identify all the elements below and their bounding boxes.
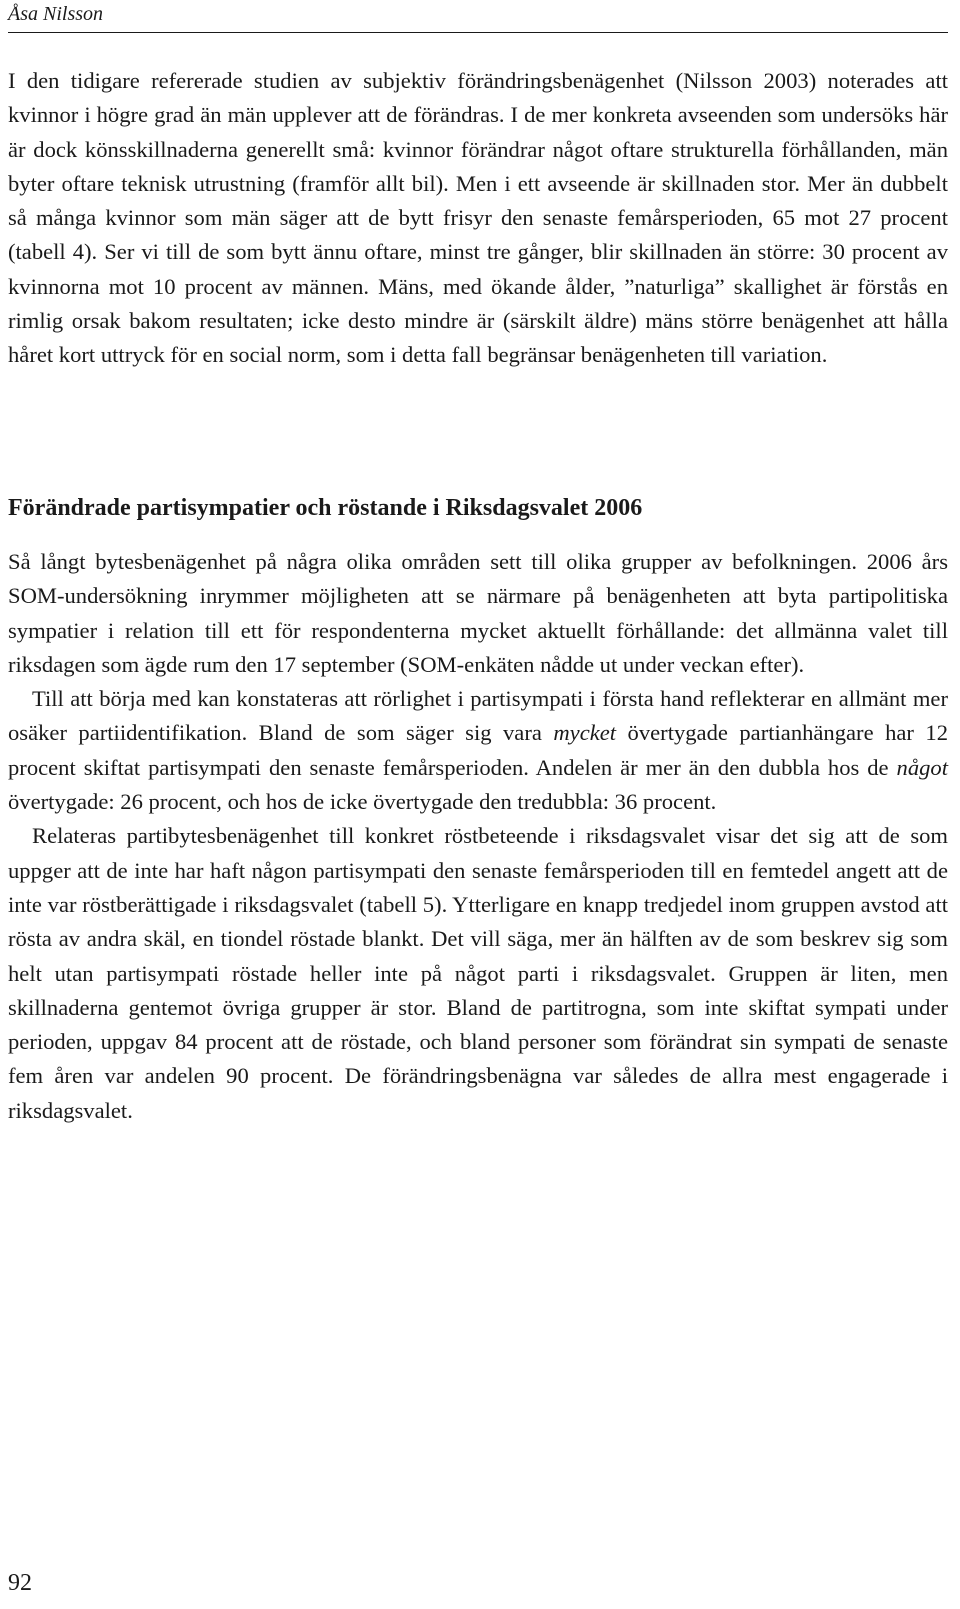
section-heading: Förändrade partisympatier och röstande i Riksdagsvalet 2006 xyxy=(8,495,643,521)
page-number: 92 xyxy=(8,1570,32,1596)
header-rule xyxy=(8,32,948,33)
paragraph-text: Till att börja med kan konstateras att rörlighet i partisympati i första hand reflekterar en allmänt mer osäker partiidentifikation. Bland de som säger sig vara xyxy=(8,686,948,746)
running-head: Åsa Nilsson xyxy=(8,3,104,25)
emphasis-text: något xyxy=(896,754,948,780)
section-1-text xyxy=(8,64,948,373)
paragraph xyxy=(8,682,948,819)
section-2-text xyxy=(8,545,948,1128)
paragraph: Relateras partibytesbenägenhet till konkret röstbeteende i riksdagsvalet visar det sig att de som uppger att de inte har haft någon partisympati den senaste femårsperioden till en femtedel angett att de inte var röstberättigade i riksdagsvalet (tabell 5). Ytterligare en knapp tredjedel inom gruppen avstod att rösta av andra skäl, en tiondel röstade blankt. Det vill säga, mer än hälften av de som beskrev sig som helt utan partisympati röstade heller inte på något parti i riksdagsvalet. Gruppen är liten, men skillnaderna gentemot övriga grupper är stor. Bland de partitrogna, som inte skiftat sympati under perioden, uppgav 84 procent att de röstade, och bland personer som förändrat sin sympati de senaste fem åren var andelen 90 procent. De förändringsbenägna var således de allra mest engagerade i riksdagsvalet. xyxy=(8,823,948,1123)
paragraph-text: övertygade partianhängare har 12 procent skiftat partisympati den senaste femårsperioden. Andelen är mer än den dubbla hos de xyxy=(8,720,948,780)
paragraph: I den tidigare refererade studien av subjektiv förändringsbenägenhet (Nilsson 2003) noterades att kvinnor i högre grad än män upplever att de förändras. I de mer konkreta avseenden som undersöks här är dock könsskillnaderna generellt små: kvinnor förändrar något oftare strukturella förhållanden, män byter oftare teknisk utrustning (framför allt bil). Men i ett avseende är skillnaden stor. Mer än dubbelt så många kvinnor som män säger att de bytt frisyr den senaste femårsperioden, 65 mot 27 procent (tabell 4). Ser vi till de som bytt ännu oftare, minst tre gånger, blir skillnaden än större: 30 procent av kvinnorna mot 10 procent av männen. Mäns, med ökande ålder, ”naturliga” skallighet är förstås en rimlig orsak bakom resultaten; icke desto mindre är (särskilt äldre) mäns större benägenhet att hålla håret kort uttryck för en social norm, som i detta fall begränsar benägenheten till variation. xyxy=(8,68,948,368)
emphasis-text: mycket xyxy=(553,720,617,746)
paragraph: Så långt bytesbenägenhet på några olika områden sett till olika grupper av befolkningen. 2006 års SOM-undersökning inrymmer möjligheten att se närmare på benägenheten att byta partipolitiska sympatier i relation till ett för respondenterna mycket aktuellt förhållande: det allmänna valet till riksdagen som ägde rum den 17 september (SOM-enkäten nådde ut under veckan efter). xyxy=(8,549,948,677)
paragraph-text: övertygade: 26 procent, och hos de icke övertygade den tredubbla: 36 procent. xyxy=(8,789,717,815)
